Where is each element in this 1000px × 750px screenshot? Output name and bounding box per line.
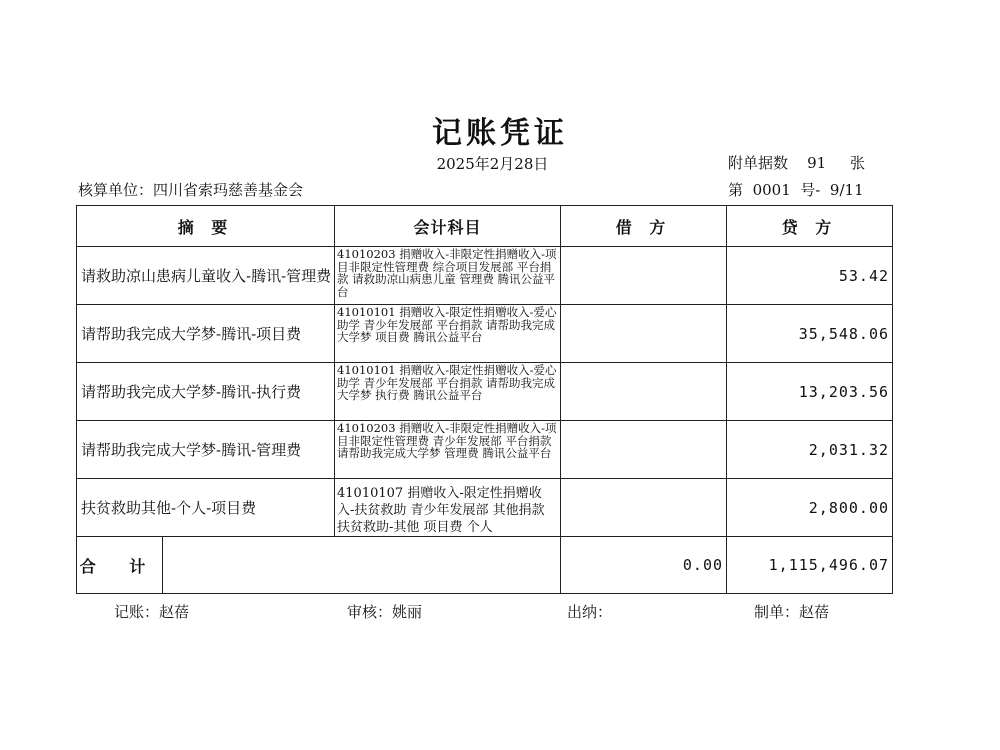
row-summary: 请救助凉山患病儿童收入-腾讯-管理费 — [77, 247, 335, 305]
attachment-number: 91 — [807, 154, 827, 172]
total-credit: 1,115,496.07 — [727, 537, 893, 594]
reviewer-label: 审核： — [347, 603, 393, 621]
preparer-label: 制单： — [754, 603, 800, 621]
voucher-table — [76, 205, 893, 594]
row-debit — [561, 363, 727, 421]
row-debit — [561, 305, 727, 363]
header-account: 会计科目 — [335, 206, 561, 247]
row-account: 41010107 捐赠收入-限定性捐赠收入-扶贫救助 青少年发展部 其他捐款 扶贫救助-其他 项目费 个人 — [337, 486, 545, 535]
attachment-label: 附单据数 — [728, 154, 789, 172]
total-debit: 0.00 — [561, 537, 727, 594]
total-label: 合 计 — [77, 537, 163, 594]
footer-bookkeeper — [114, 601, 189, 622]
attachment-unit: 张 — [850, 154, 866, 172]
table-header-row — [77, 206, 893, 247]
row-summary: 扶贫救助其他-个人-项目费 — [77, 479, 335, 537]
accounting-unit-name: 四川省索玛慈善基金会 — [153, 181, 304, 199]
header-credit: 贷 方 — [727, 206, 893, 247]
row-credit: 13,203.56 — [727, 363, 893, 421]
reviewer-name: 姚丽 — [392, 603, 423, 621]
voucher-number-value: 0001 — [752, 181, 791, 199]
row-summary: 请帮助我完成大学梦-腾讯-项目费 — [77, 305, 335, 363]
row-account-cell — [335, 305, 561, 363]
row-account: 41010203 捐赠收入-非限定性捐赠收入-项目非限定性管理费 青少年发展部 平台捐款 请帮助我完成大学梦 管理费 腾讯公益平台 — [337, 422, 557, 460]
row-account-cell — [335, 479, 561, 537]
bookkeeper-name: 赵蓓 — [159, 603, 190, 621]
row-summary: 请帮助我完成大学梦-腾讯-执行费 — [77, 363, 335, 421]
cashier-label: 出纳： — [567, 603, 613, 621]
row-debit — [561, 421, 727, 479]
row-debit — [561, 247, 727, 305]
voucher-number — [728, 179, 864, 200]
header-debit: 借 方 — [561, 206, 727, 247]
preparer-name: 赵蓓 — [799, 603, 830, 621]
header-summary: 摘 要 — [77, 206, 335, 247]
voucher-page: 9/11 — [829, 181, 864, 199]
row-credit: 35,548.06 — [727, 305, 893, 363]
voucher-number-suffix: 号- — [800, 181, 821, 199]
total-row — [77, 537, 893, 594]
table-row — [77, 363, 893, 421]
table-row — [77, 421, 893, 479]
row-debit — [561, 479, 727, 537]
row-account: 41010101 捐赠收入-限定性捐赠收入-爱心助学 青少年发展部 平台捐款 请帮助我完成大学梦 项目费 腾讯公益平台 — [337, 306, 557, 344]
table-row — [77, 247, 893, 305]
table-row — [77, 479, 893, 537]
footer-reviewer — [347, 601, 422, 622]
row-credit: 2,031.32 — [727, 421, 893, 479]
voucher-number-prefix: 第 — [728, 181, 744, 199]
row-account-cell — [335, 247, 561, 305]
total-blank — [163, 537, 561, 594]
footer-cashier — [567, 601, 612, 622]
row-credit: 2,800.00 — [727, 479, 893, 537]
voucher-title: 记账凭证 — [432, 116, 568, 151]
voucher-date: 2025年2月28日 — [436, 155, 549, 173]
bookkeeper-label: 记账： — [114, 603, 160, 621]
attachment-count — [728, 152, 865, 173]
footer-preparer — [754, 601, 829, 622]
row-account: 41010101 捐赠收入-限定性捐赠收入-爱心助学 青少年发展部 平台捐款 请帮助我完成大学梦 执行费 腾讯公益平台 — [337, 364, 557, 402]
accounting-unit-label: 核算单位： — [78, 181, 154, 199]
row-account: 41010203 捐赠收入-非限定性捐赠收入-项目非限定性管理费 综合项目发展部 平台捐款 请救助凉山病患儿童 管理费 腾讯公益平台 — [337, 248, 557, 299]
table-row — [77, 305, 893, 363]
row-summary: 请帮助我完成大学梦-腾讯-管理费 — [77, 421, 335, 479]
row-account-cell — [335, 421, 561, 479]
row-account-cell — [335, 363, 561, 421]
accounting-unit — [78, 179, 303, 200]
row-credit: 53.42 — [727, 247, 893, 305]
